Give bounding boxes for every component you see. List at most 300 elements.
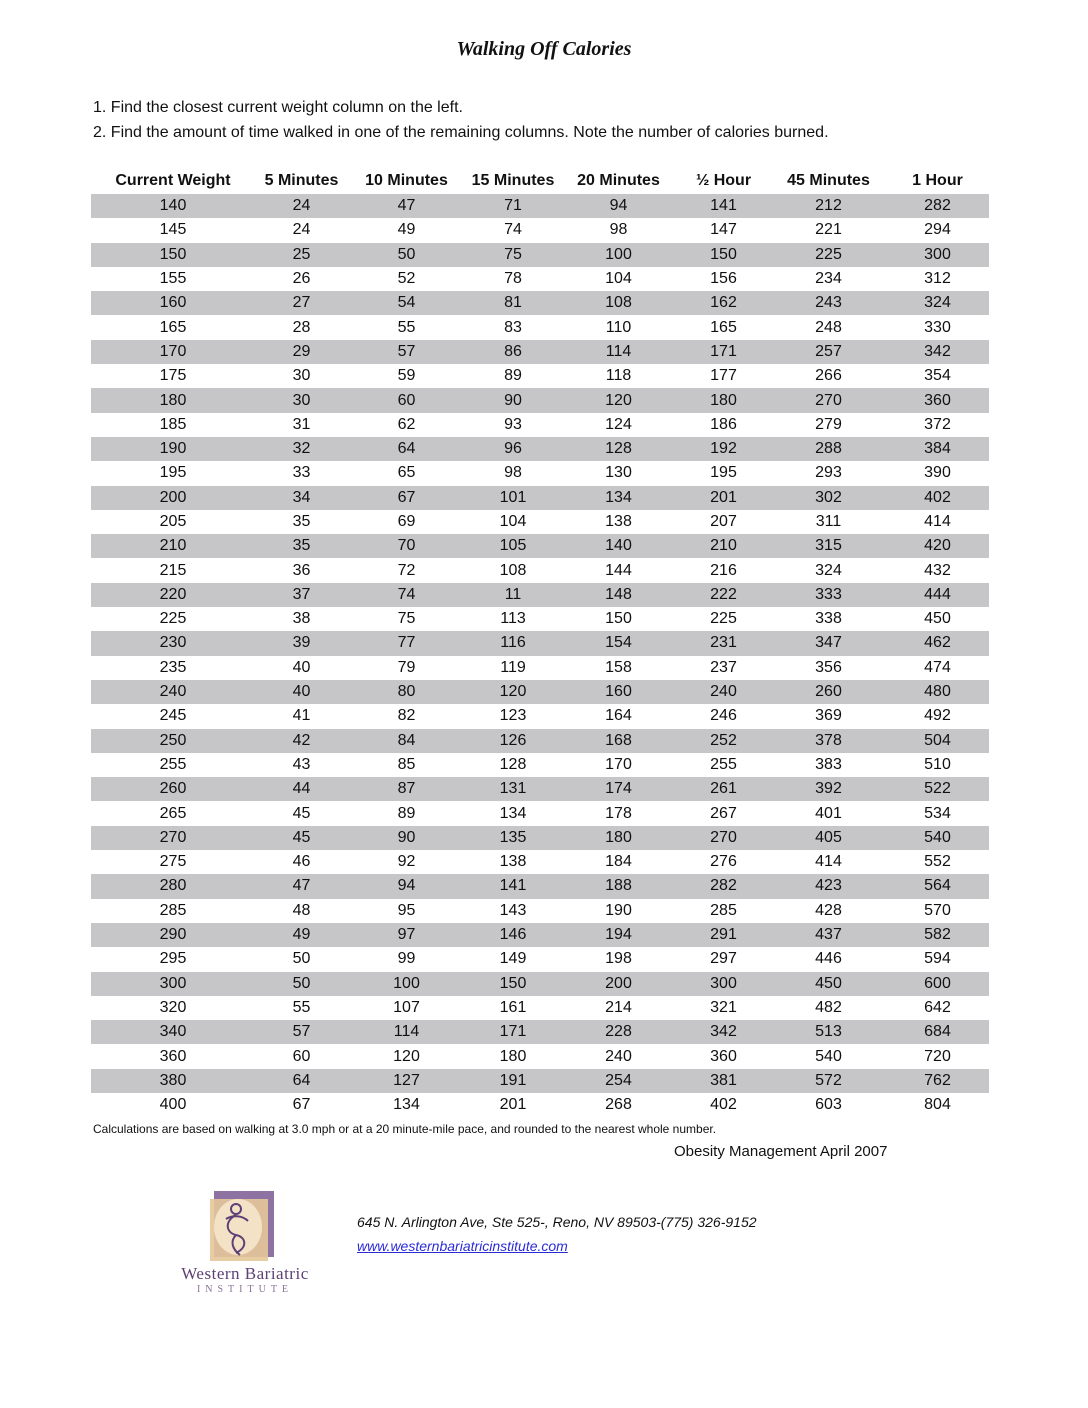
calorie-cell: 120: [561, 388, 676, 412]
weight-cell: 280: [91, 874, 255, 898]
calorie-cell: 47: [255, 874, 348, 898]
calorie-cell: 161: [499, 998, 527, 1016]
calorie-cell: 40: [292, 658, 311, 676]
weight-cell: 145: [159, 221, 187, 239]
calorie-cell: 146: [465, 923, 561, 947]
calorie-cell: 268: [605, 1096, 632, 1114]
calorie-cell: 437: [771, 923, 886, 947]
calorie-cell: 252: [676, 729, 771, 753]
calorie-cell: 383: [815, 755, 842, 773]
table-row: [91, 704, 989, 728]
calorie-cell: 201: [499, 1096, 527, 1114]
weight-cell: 225: [159, 610, 187, 628]
calorie-cell: 127: [348, 1069, 465, 1093]
calorie-cell: 285: [710, 901, 737, 919]
calorie-cell: 57: [255, 1020, 348, 1044]
calorie-cell: 38: [292, 610, 311, 628]
weight-cell: 230: [91, 631, 255, 655]
weight-cell: 240: [91, 680, 255, 704]
calorie-cell: 282: [886, 194, 989, 218]
calorie-cell: 321: [710, 998, 737, 1016]
calorie-cell: 67: [292, 1096, 311, 1114]
column-header: Current Weight: [115, 172, 231, 189]
logo-subtitle: INSTITUTE: [196, 1284, 294, 1295]
calorie-cell: 49: [255, 923, 348, 947]
weight-cell: 165: [159, 318, 187, 336]
weight-cell: 235: [159, 658, 187, 676]
calorie-cell: 89: [397, 804, 416, 822]
calorie-cell: 474: [924, 658, 951, 676]
calorie-cell: 392: [771, 777, 886, 801]
calorie-cell: 45: [292, 804, 311, 822]
calorie-cell: 124: [605, 415, 632, 433]
calorie-cell: 150: [605, 610, 632, 628]
calorie-cell: 90: [348, 826, 465, 850]
calorie-cell: 191: [465, 1069, 561, 1093]
calorie-cell: 288: [771, 437, 886, 461]
calorie-cell: 372: [924, 415, 951, 433]
calorie-cell: 168: [561, 729, 676, 753]
calorie-cell: 165: [710, 318, 737, 336]
calorie-cell: 432: [924, 561, 951, 579]
source-citation: Obesity Management April 2007: [674, 1143, 888, 1160]
calorie-cell: 201: [676, 486, 771, 510]
calorie-cell: 492: [924, 707, 951, 725]
calorie-cell: 36: [292, 561, 311, 579]
weight-cell: 215: [159, 561, 187, 579]
calorie-cell: 29: [255, 340, 348, 364]
calorie-cell: 360: [886, 388, 989, 412]
calorie-cell: 144: [605, 561, 632, 579]
calorie-cell: 420: [886, 534, 989, 558]
calorie-cell: 75: [465, 243, 561, 267]
table-row: [91, 534, 989, 558]
table-row: [91, 1069, 989, 1093]
weight-cell: 185: [159, 415, 187, 433]
weight-cell: 285: [159, 901, 187, 919]
calorie-cell: 82: [397, 707, 416, 725]
calorie-cell: 100: [561, 243, 676, 267]
calorie-cell: 720: [924, 1047, 951, 1065]
calorie-cell: 255: [710, 755, 737, 773]
calorie-cell: 30: [292, 367, 311, 385]
calorie-cell: 190: [605, 901, 632, 919]
weight-cell: 360: [159, 1047, 187, 1065]
calorie-cell: 34: [255, 486, 348, 510]
calorie-cell: 212: [771, 194, 886, 218]
table-row: [91, 729, 989, 753]
calorie-cell: 119: [500, 658, 526, 676]
calorie-cell: 128: [499, 755, 527, 773]
table-row: [91, 218, 989, 242]
calorie-cell: 401: [815, 804, 842, 822]
table-row: [91, 413, 989, 437]
table-row: [91, 607, 989, 631]
weight-cell: 160: [91, 291, 255, 315]
calorie-cell: 83: [504, 318, 522, 336]
calorie-cell: 257: [771, 340, 886, 364]
calorie-cell: 114: [348, 1020, 465, 1044]
table-row: [91, 850, 989, 874]
calorie-cell: 123: [499, 707, 527, 725]
weight-cell: 190: [91, 437, 255, 461]
calorie-cell: 147: [710, 221, 737, 239]
table-row: [91, 558, 989, 582]
calorie-cell: 60: [348, 388, 465, 412]
calorie-cell: 84: [348, 729, 465, 753]
calorie-cell: 27: [255, 291, 348, 315]
calorie-cell: 64: [348, 437, 465, 461]
table-row: [91, 631, 989, 655]
calorie-cell: 92: [397, 853, 416, 871]
calorie-cell: 270: [771, 388, 886, 412]
calorie-cell: 75: [397, 610, 416, 628]
calorie-cell: 46: [292, 853, 311, 871]
calorie-cell: 148: [561, 583, 676, 607]
calorie-cell: 200: [561, 972, 676, 996]
calorie-cell: 390: [924, 464, 951, 482]
calorie-cell: 135: [465, 826, 561, 850]
calorie-cell: 67: [348, 486, 465, 510]
calorie-cell: 267: [710, 804, 737, 822]
calorie-cell: 248: [815, 318, 842, 336]
calorie-cell: 446: [815, 950, 842, 968]
table-row: [91, 340, 989, 364]
calorie-cell: 74: [348, 583, 465, 607]
weight-cell: 205: [159, 513, 187, 530]
calorie-cell: 480: [886, 680, 989, 704]
calorie-cell: 171: [676, 340, 771, 364]
calorie-cell: 354: [924, 367, 951, 385]
calorie-cell: 113: [500, 610, 526, 628]
weight-cell: 155: [159, 270, 187, 288]
calorie-cell: 94: [561, 194, 676, 218]
calorie-cell: 81: [465, 291, 561, 315]
website-link[interactable]: www.westernbariatricinstitute.com: [357, 1238, 568, 1254]
calculation-footnote: Calculations are based on walking at 3.0 mph or at a 20 minute-mile pace, and rounded to the nearest whole number.: [93, 1122, 717, 1136]
calorie-cell: 324: [815, 561, 842, 579]
calorie-cell: 534: [924, 804, 951, 822]
calorie-cell: 260: [771, 680, 886, 704]
calorie-cell: 270: [676, 826, 771, 850]
table-header-row: [91, 168, 989, 194]
column-header: 1 Hour: [912, 172, 963, 189]
calorie-cell: 39: [255, 631, 348, 655]
calorie-cell: 600: [886, 972, 989, 996]
calorie-cell: 143: [499, 901, 527, 919]
calorie-cell: 582: [886, 923, 989, 947]
calorie-cell: 25: [255, 243, 348, 267]
calorie-cell: 57: [348, 340, 465, 364]
calorie-cell: 402: [710, 1096, 737, 1114]
calorie-cell: 154: [561, 631, 676, 655]
calorie-cell: 43: [292, 755, 311, 773]
table-row: [91, 996, 989, 1020]
weight-cell: 220: [91, 583, 255, 607]
calorie-cell: 80: [348, 680, 465, 704]
calorie-cell: 192: [676, 437, 771, 461]
calorie-cell: 216: [710, 561, 737, 579]
calorie-cell: 99: [397, 950, 416, 968]
table-row: [91, 315, 989, 339]
calorie-cell: 72: [397, 561, 416, 579]
table-row: [91, 972, 989, 996]
calorie-cell: 330: [924, 318, 951, 336]
table-row: [91, 1020, 989, 1044]
calorie-cell: 126: [465, 729, 561, 753]
calorie-cell: 450: [924, 610, 951, 628]
calorie-cell: 684: [886, 1020, 989, 1044]
weight-cell: 300: [91, 972, 255, 996]
table-row: [91, 777, 989, 801]
calorie-cell: 96: [465, 437, 561, 461]
calorie-cell: 95: [397, 901, 416, 919]
calorie-cell: 225: [771, 243, 886, 267]
calorie-cell: 65: [397, 464, 416, 482]
table-row: [91, 461, 989, 485]
calorie-cell: 402: [886, 486, 989, 510]
table-row: [91, 243, 989, 267]
weight-cell: 295: [159, 950, 187, 968]
calorie-cell: 50: [255, 972, 348, 996]
contact-address: 645 N. Arlington Ave, Ste 525-, Reno, NV 89503-(775) 326-9152: [357, 1214, 757, 1230]
weight-cell: 320: [159, 998, 187, 1016]
calorie-cell: 324: [886, 291, 989, 315]
calorie-cell: 24: [292, 221, 311, 239]
calorie-cell: 32: [255, 437, 348, 461]
calorie-cell: 642: [924, 998, 951, 1016]
calorie-cell: 360: [710, 1047, 737, 1065]
calorie-cell: 254: [561, 1069, 676, 1093]
calorie-cell: 98: [609, 221, 628, 239]
calorie-cell: 97: [348, 923, 465, 947]
calorie-cell: 378: [771, 729, 886, 753]
calorie-cell: 49: [397, 221, 416, 239]
calorie-cell: 302: [771, 486, 886, 510]
calorie-cell: 50: [292, 950, 311, 968]
calorie-cell: 50: [348, 243, 465, 267]
weight-cell: 275: [159, 853, 187, 871]
calorie-cell: 150: [465, 972, 561, 996]
weight-cell: 175: [159, 367, 187, 385]
table-row: [91, 583, 989, 607]
weight-cell: 400: [159, 1096, 187, 1114]
calorie-cell: 128: [561, 437, 676, 461]
calorie-cell: 104: [605, 270, 632, 288]
calorie-cell: 130: [605, 464, 632, 482]
calorie-cell: 188: [561, 874, 676, 898]
calorie-cell: 134: [499, 804, 527, 822]
weight-cell: 200: [91, 486, 255, 510]
calorie-cell: 315: [771, 534, 886, 558]
calorie-cell: 31: [292, 415, 311, 433]
table-row: [91, 826, 989, 850]
weight-cell: 140: [91, 194, 255, 218]
calorie-cell: 572: [771, 1069, 886, 1093]
weight-cell: 265: [159, 804, 187, 822]
calorie-cell: 225: [710, 610, 737, 628]
calorie-cell: 89: [504, 367, 522, 385]
calorie-cell: 462: [886, 631, 989, 655]
calorie-cell: 266: [815, 367, 842, 385]
weight-cell: 260: [91, 777, 255, 801]
calorie-cell: 444: [886, 583, 989, 607]
weight-cell: 270: [91, 826, 255, 850]
column-header: ½ Hour: [695, 172, 752, 189]
calorie-cell: 149: [499, 950, 527, 968]
calorie-cell: 52: [397, 270, 416, 288]
calorie-cell: 44: [255, 777, 348, 801]
table-row: [91, 437, 989, 461]
table-row: [91, 656, 989, 680]
calorie-cell: 180: [561, 826, 676, 850]
table-row: [91, 947, 989, 971]
calorie-cell: 414: [924, 513, 951, 530]
calorie-cell: 114: [561, 340, 676, 364]
calorie-cell: 101: [465, 486, 561, 510]
calorie-cell: 338: [815, 610, 842, 628]
weight-cell: 210: [91, 534, 255, 558]
calorie-cell: 60: [292, 1047, 311, 1065]
calorie-cell: 138: [499, 853, 527, 871]
calorie-cell: 243: [771, 291, 886, 315]
calorie-cell: 300: [886, 243, 989, 267]
calorie-cell: 70: [348, 534, 465, 558]
calorie-cell: 237: [710, 658, 737, 676]
calorie-cell: 170: [605, 755, 632, 773]
calorie-cell: 40: [255, 680, 348, 704]
weight-cell: 250: [91, 729, 255, 753]
column-header: 15 Minutes: [471, 172, 555, 189]
calorie-cell: 160: [561, 680, 676, 704]
calorie-cell: 28: [292, 318, 311, 336]
calorie-cell: 35: [255, 534, 348, 558]
calorie-cell: 804: [924, 1096, 951, 1114]
calorie-cell: 47: [348, 194, 465, 218]
instruction-step-2: 2. Find the amount of time walked in one of the remaining columns. Note the number of calories burned.: [93, 124, 829, 141]
calorie-cell: 79: [397, 658, 416, 676]
table-row: [91, 510, 989, 534]
calorie-cell: 240: [676, 680, 771, 704]
calorie-cell: 510: [924, 755, 951, 773]
weight-cell: 340: [91, 1020, 255, 1044]
table-row: [91, 753, 989, 777]
weight-cell: 150: [91, 243, 255, 267]
calorie-cell: 228: [561, 1020, 676, 1044]
calorie-cell: 482: [815, 998, 842, 1016]
calorie-cell: 240: [605, 1047, 632, 1065]
calorie-cell: 186: [710, 415, 737, 433]
calorie-cell: 110: [605, 318, 632, 336]
calorie-cell: 87: [348, 777, 465, 801]
table-row: [91, 194, 989, 218]
calorie-cell: 222: [676, 583, 771, 607]
column-header: 45 Minutes: [787, 172, 870, 189]
column-header: 5 Minutes: [264, 172, 339, 189]
calorie-cell: 45: [255, 826, 348, 850]
calorie-cell: 134: [561, 486, 676, 510]
calorie-cell: 594: [924, 950, 951, 968]
calorie-cell: 138: [605, 513, 632, 530]
calorie-cell: 312: [924, 270, 951, 288]
calorie-cell: 762: [886, 1069, 989, 1093]
calorie-cell: 522: [886, 777, 989, 801]
calorie-cell: 62: [397, 415, 416, 433]
calorie-cell: 207: [710, 513, 737, 530]
table-body: [91, 194, 989, 1117]
calorie-cell: 342: [676, 1020, 771, 1044]
instruction-step-1: 1. Find the closest current weight column on the left.: [93, 99, 463, 116]
table-row: [91, 1093, 989, 1117]
calorie-cell: 24: [255, 194, 348, 218]
calorie-cell: 428: [815, 901, 842, 919]
calorie-cell: 69: [397, 513, 416, 530]
calorie-cell: 405: [771, 826, 886, 850]
calorie-cell: 513: [771, 1020, 886, 1044]
calorie-cell: 356: [815, 658, 842, 676]
calorie-cell: 603: [815, 1096, 842, 1114]
calorie-table: [91, 168, 989, 1117]
calorie-cell: 100: [348, 972, 465, 996]
weight-cell: 180: [91, 388, 255, 412]
weight-cell: 170: [91, 340, 255, 364]
calorie-cell: 141: [676, 194, 771, 218]
calorie-cell: 171: [465, 1020, 561, 1044]
table-row: [91, 923, 989, 947]
calorie-cell: 64: [255, 1069, 348, 1093]
calorie-cell: 54: [348, 291, 465, 315]
calorie-cell: 141: [465, 874, 561, 898]
calorie-cell: 450: [771, 972, 886, 996]
calorie-cell: 180: [676, 388, 771, 412]
calorie-cell: 246: [710, 707, 737, 725]
calorie-cell: 134: [393, 1096, 420, 1114]
table-row: [91, 267, 989, 291]
table-row: [91, 874, 989, 898]
logo-wordmark: Western Bariatric: [181, 1264, 309, 1283]
weight-cell: 290: [91, 923, 255, 947]
calorie-cell: 333: [771, 583, 886, 607]
weight-cell: 255: [159, 755, 187, 773]
calorie-cell: 540: [815, 1047, 842, 1065]
calorie-cell: 231: [676, 631, 771, 655]
calorie-cell: 118: [605, 367, 632, 385]
column-header: 20 Minutes: [577, 172, 660, 189]
calorie-cell: 85: [397, 755, 416, 773]
calorie-cell: 105: [465, 534, 561, 558]
calorie-cell: 297: [710, 950, 737, 968]
calorie-cell: 294: [924, 221, 951, 239]
weight-cell: 245: [159, 707, 187, 725]
calorie-cell: 540: [886, 826, 989, 850]
page-title: Walking Off Calories: [456, 38, 632, 60]
calorie-cell: 140: [561, 534, 676, 558]
calorie-cell: 90: [465, 388, 561, 412]
calorie-cell: 55: [397, 318, 416, 336]
calorie-cell: 276: [710, 853, 737, 871]
table-row: [91, 291, 989, 315]
table-row: [91, 388, 989, 412]
calorie-cell: 234: [815, 270, 842, 288]
calorie-cell: 104: [499, 513, 527, 530]
calorie-cell: 504: [886, 729, 989, 753]
calorie-cell: 194: [561, 923, 676, 947]
table-row: [91, 1044, 989, 1068]
calorie-cell: 26: [292, 270, 311, 288]
calorie-cell: 77: [348, 631, 465, 655]
calorie-cell: 86: [465, 340, 561, 364]
calorie-cell: 164: [605, 707, 632, 725]
